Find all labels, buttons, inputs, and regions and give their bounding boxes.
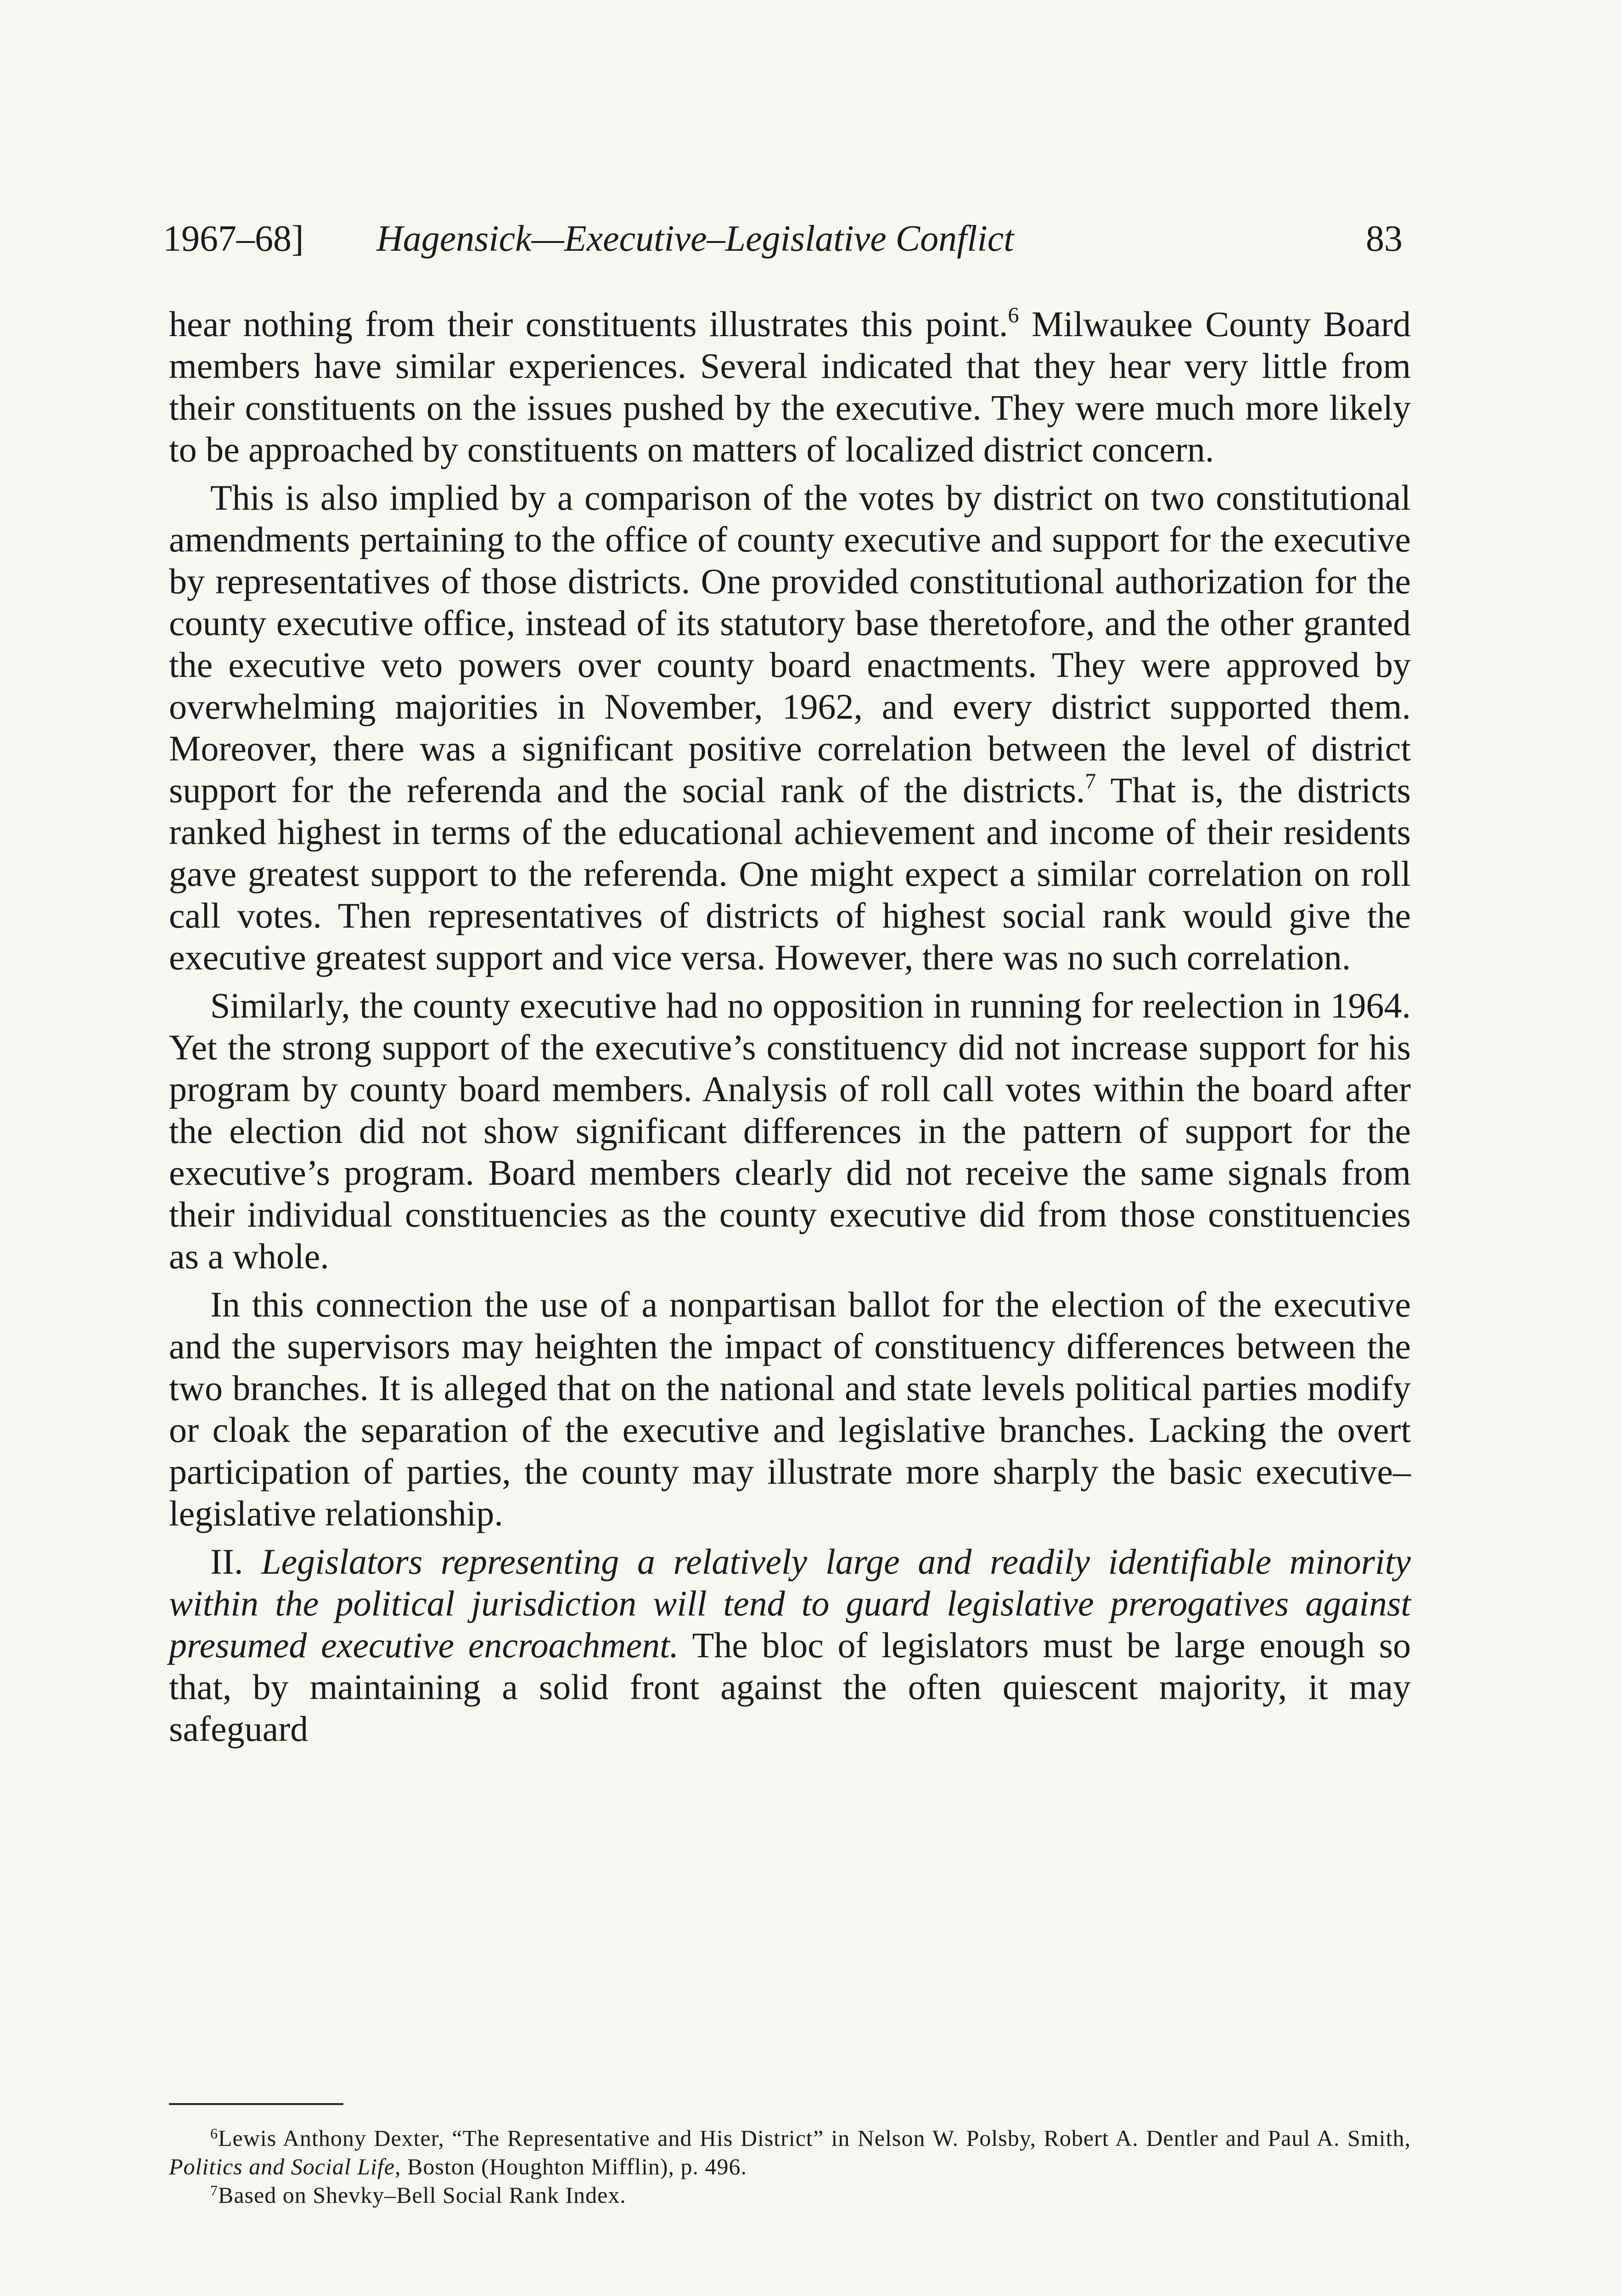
paragraph-text: The bloc of legislators must be large enough so that, by maintaining a solid front against the often quiescent majority, it may safeguard (169, 1625, 1411, 1749)
paragraph-text: Milwaukee County Board members have similar experiences. Several indicated that they hear very little from their constituents on the issues pushed by the executive. They were much more likely to be approached by constituents on matters of localized district concern. (169, 304, 1411, 469)
volume-years: 1967–68] (163, 219, 304, 259)
hypothesis-statement: Legislators representing a relatively large and readily identifiable minority within the political jurisdiction will tend to guard legislative prerogatives against presumed executive encroachment. (169, 1542, 1411, 1665)
footnote-mark: 6 (210, 2125, 218, 2142)
article-title: Hagensick—Executive–Legislative Conflict (376, 219, 1014, 259)
footnote-ref-6: 6 (1008, 303, 1019, 327)
footnote-text: Boston (Houghton Mifflin), p. 496. (401, 2154, 747, 2179)
section-numeral: II. (210, 1542, 243, 1581)
paragraph-4: In this connection the use of a nonpartisan ballot for the election of the executive and the supervisors may heighten the impact of constituency differences between the two branches. It is alleged that on the national and state levels political parties modify or cloak the separation of the executive and legislative branches. Lacking the overt participation of parties, the county may illustrate more sharply the basic executive–legislative relationship. (169, 1284, 1411, 1533)
body-text (169, 303, 1411, 1756)
footnote-7 (169, 2181, 1411, 2209)
footnotes (169, 2124, 1411, 2209)
paragraph-3: Similarly, the county executive had no opposition in running for reelection in 1964. Yet the strong support of the executive’s constituency did not increase support for his program by county board members. Analysis of roll call votes within the board after the election did not show significant differences in the pattern of support for the executive’s program. Board members clearly did not receive the same signals from their individual constituencies as the county executive did from those constituencies as a whole. (169, 985, 1411, 1276)
footnote-ref-7: 7 (1085, 769, 1096, 793)
paragraph-1 (169, 303, 1411, 470)
paragraph-2 (169, 477, 1411, 978)
footnote-text: Based on Shevky–Bell Social Rank Index. (218, 2182, 626, 2208)
footnote-text: Lewis Anthony Dexter, “The Representative and His District” in Nelson W. Polsby, Robert A. Dentler and Paul A. Smith, (218, 2125, 1411, 2151)
running-head (163, 214, 1403, 264)
footnote-mark: 7 (210, 2182, 218, 2199)
page-number: 83 (1366, 219, 1403, 259)
paragraph-text: This is also implied by a comparison of the votes by district on two constitutional amendments pertaining to the office of county executive and support for the executive by representatives of those districts. One provided constitutional authorization for the county executive office, instead of its statutory base theretofore, and the other granted the executive veto powers over county board enactments. They were approved by overwhelming majorities in November, 1962, and every district supported them. Moreover, there was a significant positive correlation between the level of district support for the referenda and the social rank of the districts. (169, 478, 1411, 810)
footnote-6 (169, 2124, 1411, 2181)
paragraph-text: That is, the districts ranked highest in terms of the educational achievement and income of their residents gave greatest support to the referenda. One might expect a similar correlation on roll call votes. Then representatives of districts of highest social rank would give the executive greatest support and vice versa. However, there was no such correlation. (169, 770, 1411, 977)
paragraph-text: hear nothing from their constituents illustrates this point. (169, 304, 1008, 344)
footnote-divider (169, 2103, 343, 2105)
paragraph-5 (169, 1541, 1411, 1750)
footnote-book-title: Politics and Social Life, (169, 2154, 401, 2179)
